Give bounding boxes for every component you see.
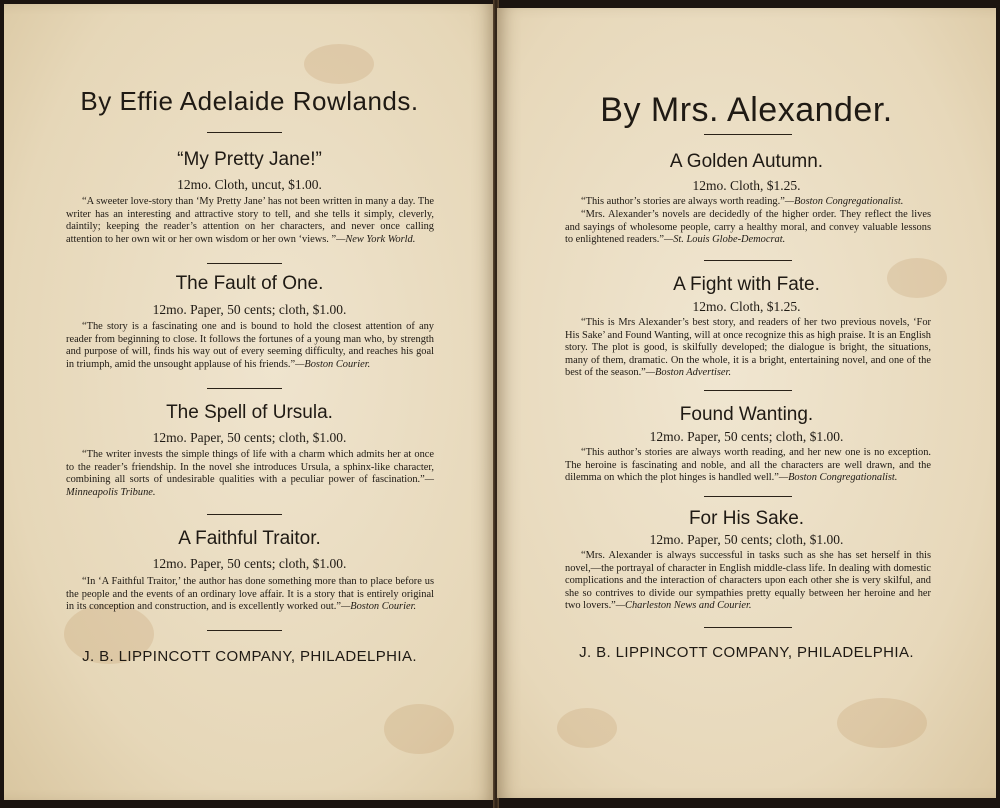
review-source: —Boston Congregationalist.	[778, 472, 898, 484]
foxing-stain	[557, 708, 617, 748]
divider	[704, 390, 792, 391]
foxing-stain	[384, 704, 454, 754]
review-text: “This is Mrs Alexander’s best story, and readers of her two previous novels, ‘For His Sake’ and Found Wanting, will at once recognize this as high praise. It is an English story. The plot is good, is skilfully developed; the dialogue is bright, the situations, many of them, dramatic. On the whole, it is a bright, entertaining novel, and one of the best of the season.”	[565, 317, 931, 379]
review-text: “This author’s stories are always worth reading, and her new one is no exception. The heroine is fascinating and noble, and all the characters are well drawn, and the dilemma on which the plot hinges is handled well.”	[565, 447, 931, 484]
review-text: “In ‘A Faithful Traitor,’ the author has done something more than to place before us the people and the events of an ordinary love affair. It is a story that is entirely original in its conception and construction, and is excellently worked out.”	[66, 576, 434, 613]
book-title: A Fight with Fate.	[673, 274, 820, 295]
left-page	[4, 4, 495, 800]
book-price: 12mo. Paper, 50 cents; cloth, $1.00.	[649, 532, 844, 547]
review-text: “This author’s stories are always worth reading.”	[581, 196, 785, 207]
review-source: —Minneapolis Tribune.	[66, 474, 434, 498]
divider	[207, 514, 282, 515]
review-source: —New York World.	[336, 233, 416, 245]
divider	[207, 132, 282, 133]
review-text: “Mrs. Alexander’s novels are decidedly of the higher order. They reflect the lives and sayings of wholesome people, carry a healthy moral, and convey valuable lessons to enlightened readers.”	[565, 209, 931, 246]
book-review	[565, 550, 931, 613]
review-text: “A sweeter love-story than ‘My Pretty Jane’ has not been written in many a day. The writer has an interesting and attractive story to tell, and she tells it simply, cleverly, daintily; keeping the reader’s attention on her characters, and never once calling attention to her own wit or her own wisdom or her own ‘views. ”	[66, 196, 434, 245]
author-heading: By Effie Adelaide Rowlands.	[80, 86, 419, 116]
publisher-line: J. B. LIPPINCOTT COMPANY, PHILADELPHIA.	[579, 644, 914, 661]
divider	[704, 496, 792, 497]
review-source: —Boston Congregationalist.	[784, 196, 904, 207]
book-review	[66, 449, 434, 499]
book-review	[565, 209, 931, 247]
book-review	[565, 447, 931, 485]
divider	[207, 263, 282, 264]
right-page	[497, 8, 996, 798]
review-text: “The writer invests the simple things of life with a charm which admits her at once to the reader’s friendship. In the novel she introduces Ursula, a sphinx-like character, combining all sorts of undesirable qualities with a peculiar power of fascination.”	[66, 449, 434, 486]
book-price: 12mo. Paper, 50 cents; cloth, $1.00.	[152, 302, 347, 317]
author-heading: By Mrs. Alexander.	[600, 91, 893, 129]
book-price: 12mo. Cloth, $1.25.	[692, 178, 801, 193]
divider	[704, 260, 792, 261]
book-title: The Fault of One.	[175, 273, 324, 294]
divider	[704, 134, 792, 135]
book-title: “My Pretty Jane!”	[177, 149, 322, 170]
book-price: 12mo. Cloth, $1.25.	[692, 299, 801, 314]
book-review	[66, 321, 434, 371]
foxing-stain	[837, 698, 927, 748]
book-price: 12mo. Paper, 50 cents; cloth, $1.00.	[649, 429, 844, 444]
publisher-line: J. B. LIPPINCOTT COMPANY, PHILADELPHIA.	[82, 648, 417, 665]
divider	[207, 630, 282, 631]
foxing-stain	[304, 44, 374, 84]
book-title: A Golden Autumn.	[669, 151, 824, 172]
book-title: For His Sake.	[688, 508, 805, 529]
review-source: —Boston Courier.	[341, 601, 417, 613]
review-source: —Boston Courier.	[295, 358, 371, 370]
book-review	[66, 196, 434, 246]
book-price: 12mo. Paper, 50 cents; cloth, $1.00.	[152, 556, 347, 571]
review-source: —St. Louis Globe-Democrat.	[663, 234, 786, 246]
divider	[704, 627, 792, 628]
review-text: “The story is a fascinating one and is bound to hold the closest attention of any reader from beginning to close. It follows the fortunes of a young man who, by strength and purpose of will, finds his way out of every seeming difficulty, and reaches his goal in triumph, amid the unsought applause of his friends.”	[66, 321, 434, 370]
book-title: A Faithful Traitor.	[178, 528, 321, 549]
book-title: The Spell of Ursula.	[166, 402, 333, 423]
review-source: —Charleston News and Courier.	[615, 600, 752, 612]
review-source: —Boston Advertiser.	[645, 367, 732, 379]
book-price: 12mo. Paper, 50 cents; cloth, $1.00.	[152, 430, 347, 445]
book-title: Found Wanting.	[679, 404, 814, 425]
divider	[207, 388, 282, 389]
book-price: 12mo. Cloth, uncut, $1.00.	[177, 177, 322, 192]
book-review	[565, 196, 931, 209]
review-text: “Mrs. Alexander is always successful in tasks such as she has set herself in this novel,—the portrayal of character in English middle-class life. In dealing with domestic complications and the interaction of characters upon each other she is very skilful, and she so contrives to divide our sympathies pretty equally between her heroine and her two lovers.”	[565, 550, 931, 612]
book-review	[565, 317, 931, 380]
book-review	[66, 576, 434, 614]
